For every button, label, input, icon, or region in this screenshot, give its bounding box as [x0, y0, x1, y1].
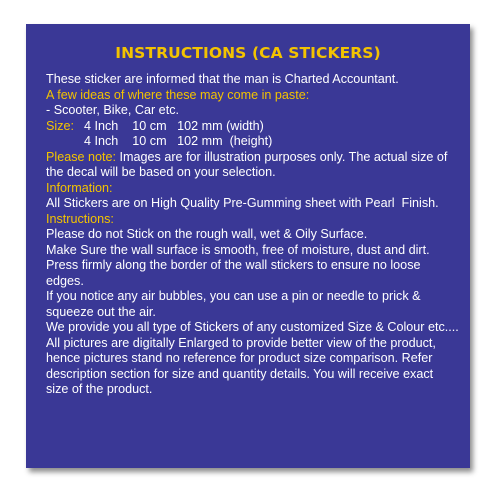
instruction-line: description section for size and quantity details. You will receive exact	[46, 366, 434, 381]
note-line	[46, 150, 462, 166]
instruction-line: Press firmly along the border of the wall stickers to ensure no loose	[46, 258, 421, 272]
instruction-line: hence pictures stand no reference for product size comparison. Refer	[46, 351, 433, 365]
panel-title: INSTRUCTIONS (CA STICKERS)	[115, 44, 381, 62]
instructions-panel	[26, 24, 470, 468]
size-height: 4 Inch 10 cm 102 mm (height)	[84, 134, 273, 148]
information-text: All Stickers are on High Quality Pre-Gumming sheet with Pearl Finish.	[46, 196, 439, 210]
instruction-line: Please do not Stick on the rough wall, wet & Oily Surface.	[46, 227, 368, 241]
size-width: 4 Inch 10 cm 102 mm (width)	[84, 118, 264, 133]
information-heading: Information:	[46, 180, 113, 195]
note-text-continued: the decal will be based on your selection.	[46, 165, 276, 179]
instruction-line: We provide you all type of Stickers of any customized Size & Colour etc....	[46, 320, 459, 334]
note-text: Images are for illustration purposes only. The actual size of	[116, 149, 448, 164]
instructions-body	[46, 72, 462, 398]
instruction-line: Make Sure the wall surface is smooth, free of moisture, dust and dirt.	[46, 242, 430, 257]
size-width-line	[46, 119, 462, 135]
instruction-line: If you notice any air bubbles, you can use a pin or needle to prick &	[46, 289, 421, 303]
size-height-line	[46, 134, 462, 150]
note-label: Please note:	[46, 149, 117, 164]
ideas-line: - Scooter, Bike, Car etc.	[46, 103, 179, 117]
intro-line: These sticker are informed that the man is Charted Accountant.	[46, 72, 399, 86]
size-label: Size:	[46, 118, 74, 133]
instruction-line: size of the product.	[46, 382, 153, 396]
instruction-line: edges.	[46, 273, 84, 288]
ideas-heading: A few ideas of where these may come in paste:	[46, 87, 310, 102]
instruction-line: squeeze out the air.	[46, 304, 156, 319]
instruction-line: All pictures are digitally Enlarged to provide better view of the product,	[46, 335, 436, 350]
instructions-heading: Instructions:	[46, 211, 114, 226]
